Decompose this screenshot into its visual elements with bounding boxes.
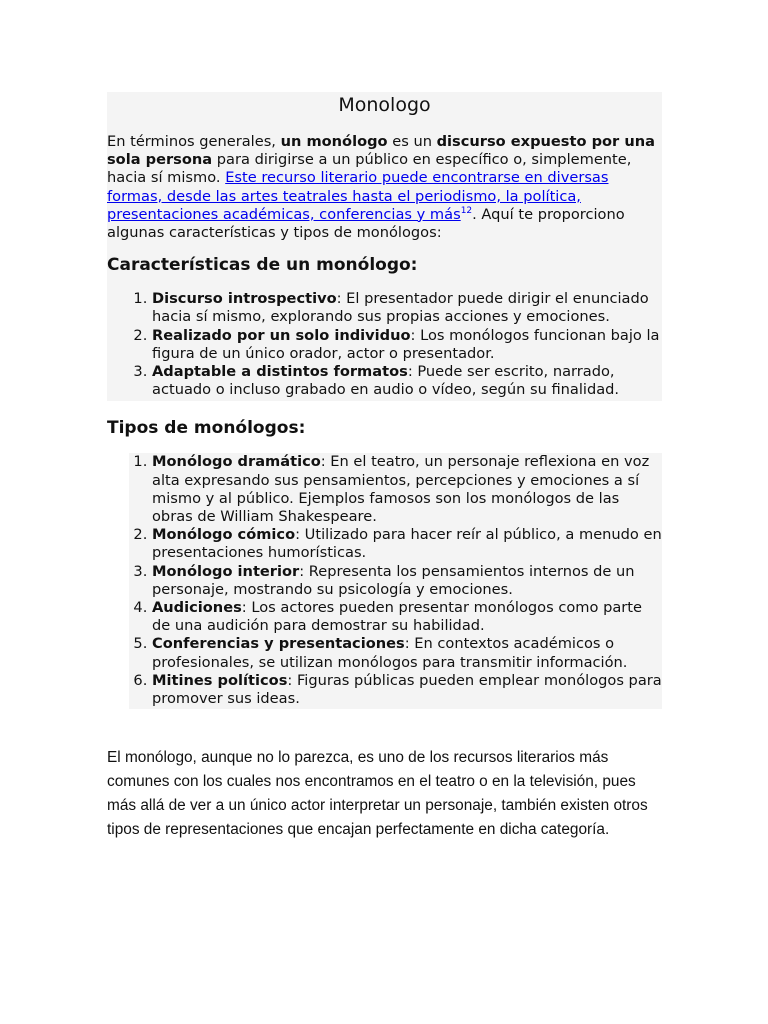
item-text: : El presentador puede dirigir el enunciado hacia sí mismo, explorando sus propias acciones y emociones. — [152, 290, 649, 326]
list-item — [152, 453, 662, 526]
item-text: : En contextos académicos o profesionales, se utilizan monólogos para transmitir información. — [152, 635, 628, 671]
shaded-block — [107, 92, 662, 401]
list-item — [152, 635, 662, 671]
item-term: Discurso introspectivo — [152, 290, 337, 308]
intro-text-3: para dirigirse a un público en específico o, simplemente, hacia sí mismo. — [107, 151, 632, 187]
section-heading-tipos: Tipos de monólogos: — [107, 417, 662, 439]
page-title: Monologo — [338, 94, 431, 116]
item-term: Realizado por un solo individuo — [152, 326, 411, 344]
intro-text-4: . Aquí te proporciono algunas características y tipos de monólogos: — [107, 205, 625, 242]
tipos-list-wrapper — [107, 439, 662, 709]
item-term: Monólogo interior — [152, 562, 300, 580]
section-heading-caracteristicas: Características de un monólogo: — [107, 255, 418, 276]
item-term: Adaptable a distintos formatos — [152, 363, 408, 381]
item-term: Conferencias y presentaciones — [152, 635, 405, 653]
item-text: : Puede ser escrito, narrado, actuado o incluso grabado en audio o vídeo, según su finalidad. — [152, 363, 620, 399]
item-text: : En el teatro, un personaje reflexiona en voz alta expresando sus pensamientos, percepciones y emociones a sí mismo y al público. Ejemplos famosos son los monólogos de las obras de William Shakespeare. — [152, 453, 650, 526]
document-page — [107, 92, 662, 709]
caracteristicas-list — [107, 276, 662, 399]
item-text: : Los monólogos funcionan bajo la figura de un único orador, actor o presentador. — [152, 326, 660, 362]
section-gap — [107, 401, 662, 417]
source-link[interactable]: Este recurso literario puede encontrarse en diversas formas, desde las artes teatrales hasta el periodismo, la política, presentaciones académicas, conferencias y más — [107, 169, 609, 223]
list-item — [152, 526, 662, 562]
item-term: Monólogo dramático — [152, 453, 321, 471]
citation-superscript[interactable]: 12 — [460, 205, 473, 216]
item-text: : Representa los pensamientos internos de un personaje, mostrando su psicología y emociones. — [152, 562, 635, 598]
intro-text-2: es un — [387, 133, 437, 150]
item-text: : Figuras públicas pueden emplear monólogos para promover sus ideas. — [152, 671, 662, 708]
item-term: Audiciones — [152, 599, 242, 617]
item-term: Monólogo cómico — [152, 526, 296, 544]
intro-paragraph — [107, 120, 662, 242]
item-text: : Utilizado para hacer reír al público, a menudo en presentaciones humorísticas. — [152, 526, 662, 562]
closing-paragraph: El monólogo, aunque no lo parezca, es uno de los recursos literarios más comunes con los cuales nos encontramos en el teatro o en la televisión, pues más allá de ver a un único actor interpretar un personaje, también existen otros tipos de representaciones que encajan perfectamente en dicha categoría. — [107, 749, 648, 838]
list-item — [152, 672, 662, 708]
intro-bold-1: un monólogo — [280, 133, 388, 150]
item-text: : Los actores pueden presentar monólogos como parte de una audición para demostrar su habilidad. — [152, 599, 642, 635]
tipos-section — [107, 417, 662, 709]
list-item — [152, 599, 662, 635]
item-term: Mitines políticos — [152, 671, 288, 689]
list-item — [152, 363, 662, 399]
list-item — [152, 327, 662, 363]
tipos-list — [129, 453, 662, 709]
list-item — [152, 290, 662, 326]
intro-bold-2: discurso expuesto por una sola persona — [107, 133, 655, 169]
intro-text-1: En términos generales, — [107, 133, 281, 150]
list-item — [152, 563, 662, 599]
